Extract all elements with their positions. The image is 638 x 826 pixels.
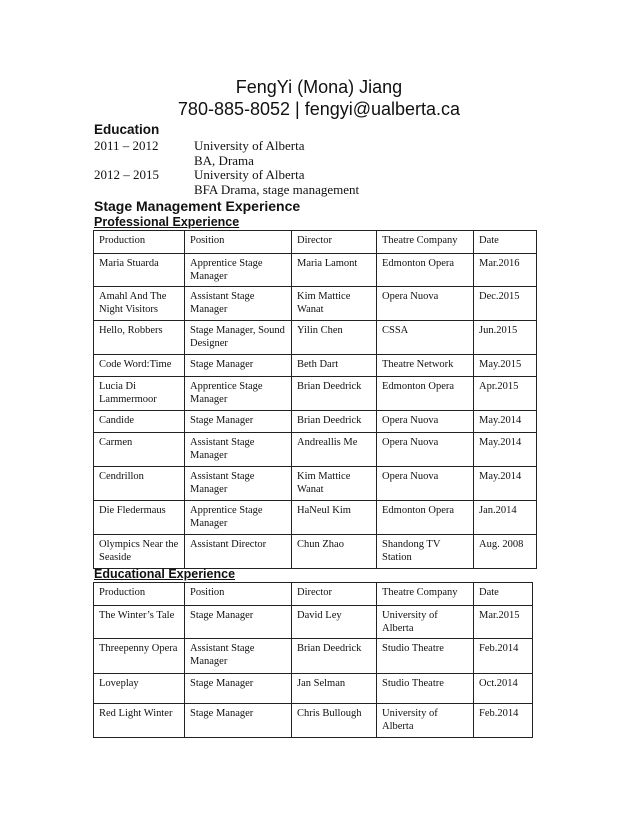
- educational-table-body: [94, 583, 533, 738]
- professional-table-row: [94, 411, 537, 433]
- professional-cell-theatre-company: Theatre Network: [377, 355, 474, 377]
- professional-cell-position: Apprentice Stage Manager: [185, 377, 292, 411]
- educational-cell-date: Oct.2014: [474, 674, 533, 704]
- educational-cell-date: Mar.2015: [474, 606, 533, 639]
- professional-cell-position: Assistant Stage Manager: [185, 467, 292, 501]
- professional-table-row: [94, 535, 537, 569]
- professional-cell-production: Candide: [94, 411, 185, 433]
- educational-experience-table: [93, 582, 533, 738]
- professional-cell-date: May.2015: [474, 355, 537, 377]
- professional-cell-date: Apr.2015: [474, 377, 537, 411]
- professional-cell-date: May.2014: [474, 467, 537, 501]
- professional-table-row: [94, 321, 537, 355]
- professional-cell-date: May.2014: [474, 411, 537, 433]
- professional-cell-date: Date: [474, 231, 537, 254]
- educational-cell-director: Director: [292, 583, 377, 606]
- professional-cell-position: Assistant Director: [185, 535, 292, 569]
- educational-experience-heading: Educational Experience: [94, 567, 236, 581]
- education-years-2: 2012 – 2015: [94, 167, 159, 182]
- education-heading: Education: [94, 122, 160, 137]
- professional-table-row: [94, 501, 537, 535]
- educational-cell-director: David Ley: [292, 606, 377, 639]
- professional-cell-theatre-company: Edmonton Opera: [377, 501, 474, 535]
- professional-header-row: [94, 231, 537, 254]
- educational-cell-production: The Winter’s Tale: [94, 606, 185, 639]
- professional-cell-production: Cendrillon: [94, 467, 185, 501]
- professional-cell-director: Brian Deedrick: [292, 411, 377, 433]
- professional-cell-date: Dec.2015: [474, 287, 537, 321]
- professional-cell-production: Hello, Robbers: [94, 321, 185, 355]
- professional-table-body: [94, 231, 537, 569]
- professional-cell-theatre-company: Shandong TV Station: [377, 535, 474, 569]
- educational-cell-theatre-company: Theatre Company: [377, 583, 474, 606]
- professional-cell-position: Stage Manager: [185, 411, 292, 433]
- educational-cell-production: Red Light Winter: [94, 704, 185, 738]
- professional-cell-theatre-company: Theatre Company: [377, 231, 474, 254]
- educational-table-row: [94, 606, 533, 639]
- professional-table-row: [94, 377, 537, 411]
- professional-cell-position: Position: [185, 231, 292, 254]
- educational-cell-date: Feb.2014: [474, 704, 533, 738]
- contact-line: 780-885-8052 | fengyi@ualberta.ca: [177, 99, 461, 119]
- educational-table-row: [94, 639, 533, 674]
- professional-cell-theatre-company: Opera Nuova: [377, 411, 474, 433]
- educational-cell-theatre-company: Studio Theatre: [377, 639, 474, 674]
- education-degree-2: BFA Drama, stage management: [194, 182, 360, 197]
- educational-cell-director: Chris Bullough: [292, 704, 377, 738]
- educational-cell-date: Date: [474, 583, 533, 606]
- professional-cell-director: Maria Lamont: [292, 254, 377, 287]
- professional-table-row: [94, 467, 537, 501]
- professional-cell-position: Stage Manager: [185, 355, 292, 377]
- resume-name: FengYi (Mona) Jiang: [235, 77, 403, 97]
- professional-cell-position: Apprentice Stage Manager: [185, 501, 292, 535]
- professional-cell-production: Maria Stuarda: [94, 254, 185, 287]
- professional-table-row: [94, 355, 537, 377]
- professional-table-row: [94, 287, 537, 321]
- professional-cell-date: Jan.2014: [474, 501, 537, 535]
- professional-cell-theatre-company: Opera Nuova: [377, 433, 474, 467]
- education-school-1: University of Alberta: [194, 138, 305, 153]
- professional-cell-director: Yilin Chen: [292, 321, 377, 355]
- educational-table-row: [94, 674, 533, 704]
- professional-cell-position: Apprentice Stage Manager: [185, 254, 292, 287]
- professional-cell-date: Mar.2016: [474, 254, 537, 287]
- professional-cell-director: Kim Mattice Wanat: [292, 287, 377, 321]
- education-degree-1: BA, Drama: [194, 153, 254, 168]
- professional-cell-theatre-company: Opera Nuova: [377, 467, 474, 501]
- educational-cell-production: Threepenny Opera: [94, 639, 185, 674]
- professional-cell-production: Amahl And The Night Visitors: [94, 287, 185, 321]
- professional-cell-director: HaNeul Kim: [292, 501, 377, 535]
- professional-cell-date: May.2014: [474, 433, 537, 467]
- professional-cell-production: Production: [94, 231, 185, 254]
- stage-management-heading: Stage Management Experience: [94, 198, 301, 214]
- professional-cell-date: Jun.2015: [474, 321, 537, 355]
- professional-cell-production: Die Fledermaus: [94, 501, 185, 535]
- professional-cell-director: Beth Dart: [292, 355, 377, 377]
- educational-cell-production: Loveplay: [94, 674, 185, 704]
- professional-cell-position: Assistant Stage Manager: [185, 287, 292, 321]
- professional-cell-theatre-company: Opera Nuova: [377, 287, 474, 321]
- educational-cell-date: Feb.2014: [474, 639, 533, 674]
- educational-cell-production: Production: [94, 583, 185, 606]
- professional-cell-director: Kim Mattice Wanat: [292, 467, 377, 501]
- professional-cell-production: Olympics Near the Seaside: [94, 535, 185, 569]
- professional-cell-director: Director: [292, 231, 377, 254]
- educational-cell-theatre-company: University of Alberta: [377, 606, 474, 639]
- educational-cell-position: Stage Manager: [185, 606, 292, 639]
- educational-header-row: [94, 583, 533, 606]
- educational-cell-theatre-company: Studio Theatre: [377, 674, 474, 704]
- educational-table-row: [94, 704, 533, 738]
- professional-cell-theatre-company: CSSA: [377, 321, 474, 355]
- educational-cell-theatre-company: University of Alberta: [377, 704, 474, 738]
- education-years-1: 2011 – 2012: [94, 138, 159, 153]
- education-school-2: University of Alberta: [194, 167, 305, 182]
- professional-cell-director: Andreallis Me: [292, 433, 377, 467]
- professional-cell-date: Aug. 2008: [474, 535, 537, 569]
- professional-table-row: [94, 254, 537, 287]
- professional-cell-director: Chun Zhao: [292, 535, 377, 569]
- professional-experience-heading: Professional Experience: [94, 215, 240, 229]
- professional-cell-production: Lucia Di Lammermoor: [94, 377, 185, 411]
- professional-cell-theatre-company: Edmonton Opera: [377, 377, 474, 411]
- professional-table-row: [94, 433, 537, 467]
- professional-cell-production: Carmen: [94, 433, 185, 467]
- educational-cell-director: Brian Deedrick: [292, 639, 377, 674]
- professional-cell-theatre-company: Edmonton Opera: [377, 254, 474, 287]
- educational-cell-position: Stage Manager: [185, 704, 292, 738]
- professional-cell-position: Stage Manager, Sound Designer: [185, 321, 292, 355]
- professional-cell-director: Brian Deedrick: [292, 377, 377, 411]
- educational-cell-position: Stage Manager: [185, 674, 292, 704]
- educational-cell-director: Jan Selman: [292, 674, 377, 704]
- professional-cell-position: Assistant Stage Manager: [185, 433, 292, 467]
- educational-cell-position: Assistant Stage Manager: [185, 639, 292, 674]
- educational-cell-position: Position: [185, 583, 292, 606]
- professional-cell-production: Code Word:Time: [94, 355, 185, 377]
- professional-experience-table: [93, 230, 537, 569]
